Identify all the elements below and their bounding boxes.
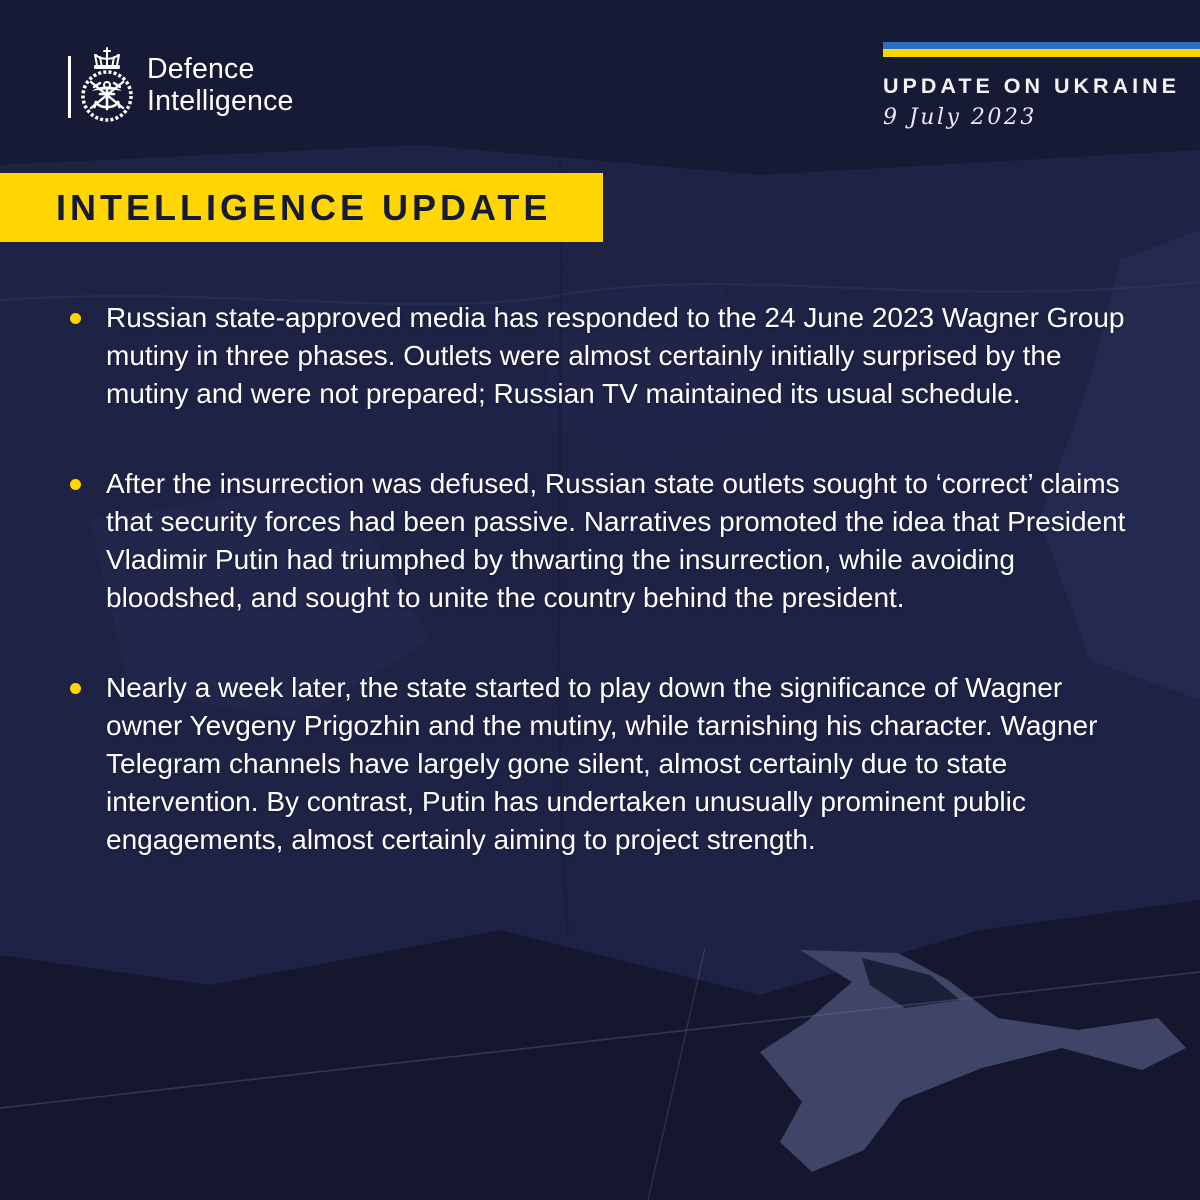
brand-name [147,53,294,117]
logo-divider-bar [68,56,71,118]
masthead-date: 9 July 2023 [883,105,1037,130]
flag-blue-band [883,42,1200,49]
masthead [883,42,1200,130]
brand-line-1: Defence [147,53,255,85]
brand-line-2: Intelligence [147,85,294,117]
flag-yellow-band [883,49,1200,57]
banner-label: INTELLIGENCE UPDATE [56,186,552,228]
update-bullet-list [70,299,1132,911]
bullet-point-3: Nearly a week later, the state started to play down the significance of Wagner owner Yevgeny Prigozhin and the mutiny, while tarnishing his character. Wagner Telegram channels have largely gone silent, almost certainly due to state intervention. By contrast, Putin has undertaken unusually prominent public engagements, almost certainly aiming to project strength. [70,669,1132,859]
bullet-point-2: After the insurrection was defused, Russian state outlets sought to ‘correct’ claims that security forces had been passive. Narratives promoted the idea that President Vladimir Putin had triumphed by thwarting the insurrection, while avoiding bloodshed, and sought to unite the country behind the president. [70,465,1132,617]
intelligence-update-banner [0,173,603,242]
defence-intelligence-logo [68,46,294,126]
masthead-title: UPDATE ON UKRAINE [883,74,1180,98]
ukraine-flag-stripe [883,42,1200,57]
mod-crest-icon [80,46,134,126]
bullet-point-1: Russian state-approved media has responded to the 24 June 2023 Wagner Group mutiny in three phases. Outlets were almost certainly initially surprised by the mutiny and were not prepared; Russian TV maintained its usual schedule. [70,299,1132,413]
